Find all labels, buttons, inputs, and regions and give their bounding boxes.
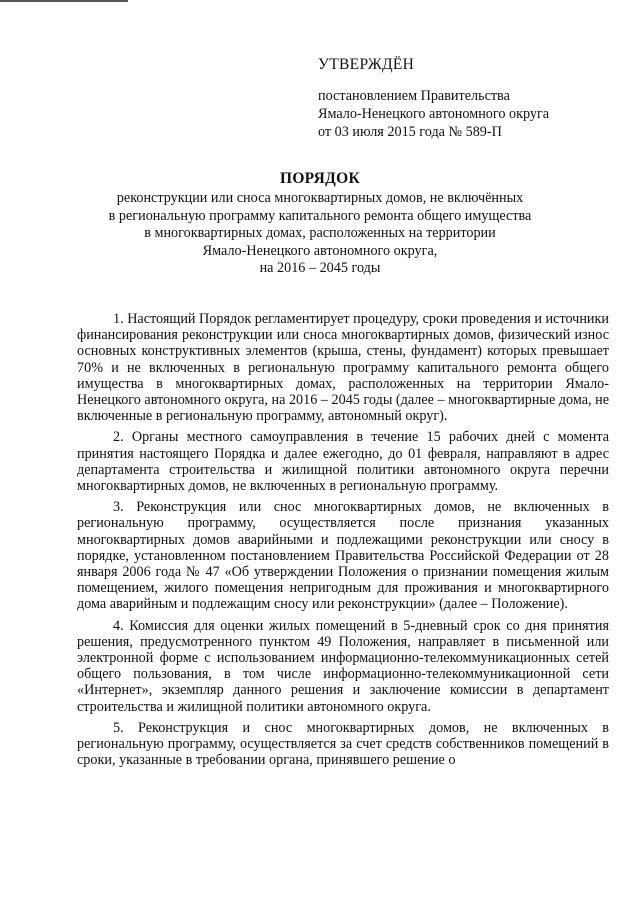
paragraph-3: 3. Реконструкция или снос многоквартирных домов, не включенных в региональную программу, осуществляется после признания указанных многоквартирных домов аварийными и подлежащими реконструкции или сносу в порядке, установленном постановлением Правительства Российской Федерации от 28 января 2006 года № 47 «Об утверждении Положения о признании помещения жилым помещением, жилого помещения непригодным для проживания и многоквартирного дома аварийным и подлежащим сносу или реконструкции» (далее – Положение). — [77, 499, 609, 613]
subtitle-line-4: Ямало-Ненецкого автономного округа, — [202, 242, 438, 259]
document-title: ПОРЯДОК — [279, 170, 361, 187]
approval-line-3: от 03 июля 2015 года № 589-П — [318, 124, 502, 140]
document-body — [77, 311, 609, 773]
approval-line-2: Ямало-Ненецкого автономного округа — [318, 106, 550, 122]
subtitle-line-1: реконструкции или сноса многоквартирных домов, не включённых — [116, 190, 524, 206]
subtitle-line-5: на 2016 – 2045 годы — [259, 260, 381, 277]
paragraph-4: 4. Комиссия для оценки жилых помещений в 5-дневный срок со дня принятия решения, предусмотренного пунктом 49 Положения, направляет в письменной или электронной форме с использованием информационно-телекоммуникационных сетей общего пользования, в том числе информационно-телекоммуникационной сети «Интернет», экземпляр данного решения и заключение комиссии в департамент строительства и жилищной политики автономного округа. — [77, 617, 609, 715]
paragraph-2: 2. Органы местного самоуправления в течение 15 рабочих дней с момента принятия настоящего Порядка и далее ежегодно, до 01 февраля, направляют в адрес департамента строительства и жилищной политики автономного округа перечни многоквартирных домов, не включенных в региональную программу. — [77, 429, 609, 495]
subtitle-line-2: в региональную программу капитального ремонта общего имущества — [108, 207, 532, 224]
paragraph-1: 1. Настоящий Порядок регламентирует процедуру, сроки проведения и источники финансирования реконструкции или сноса многоквартирных домов, физический износ основных конструктивных элементов (крыша, стены, фундамент) которых превышает 70% и не включенных в региональную программу капитального ремонта общего имущества в многоквартирных домах, расположенных на территории Ямало-Ненецкого автономного округа, на 2016 – 2045 годы (далее – многоквартирные дома, не включенные в региональную программу, автономный округ). — [77, 311, 610, 425]
subtitle-line-3: в многоквартирных домах, расположенных на территории — [144, 225, 496, 242]
paragraph-5: 5. Реконструкция и снос многоквартирных домов, не включенных в региональную программу, осуществляется за счет средств собственников помещений в сроки, указанные в требовании органа, принявшего решение о — [77, 719, 609, 769]
document-subtitle — [60, 190, 580, 278]
approval-title: УТВЕРЖДЁН — [318, 56, 415, 73]
scan-edge-mark — [0, 0, 128, 2]
approval-line-1: постановлением Правительства — [318, 88, 510, 104]
approval-stamp-block — [318, 56, 618, 141]
